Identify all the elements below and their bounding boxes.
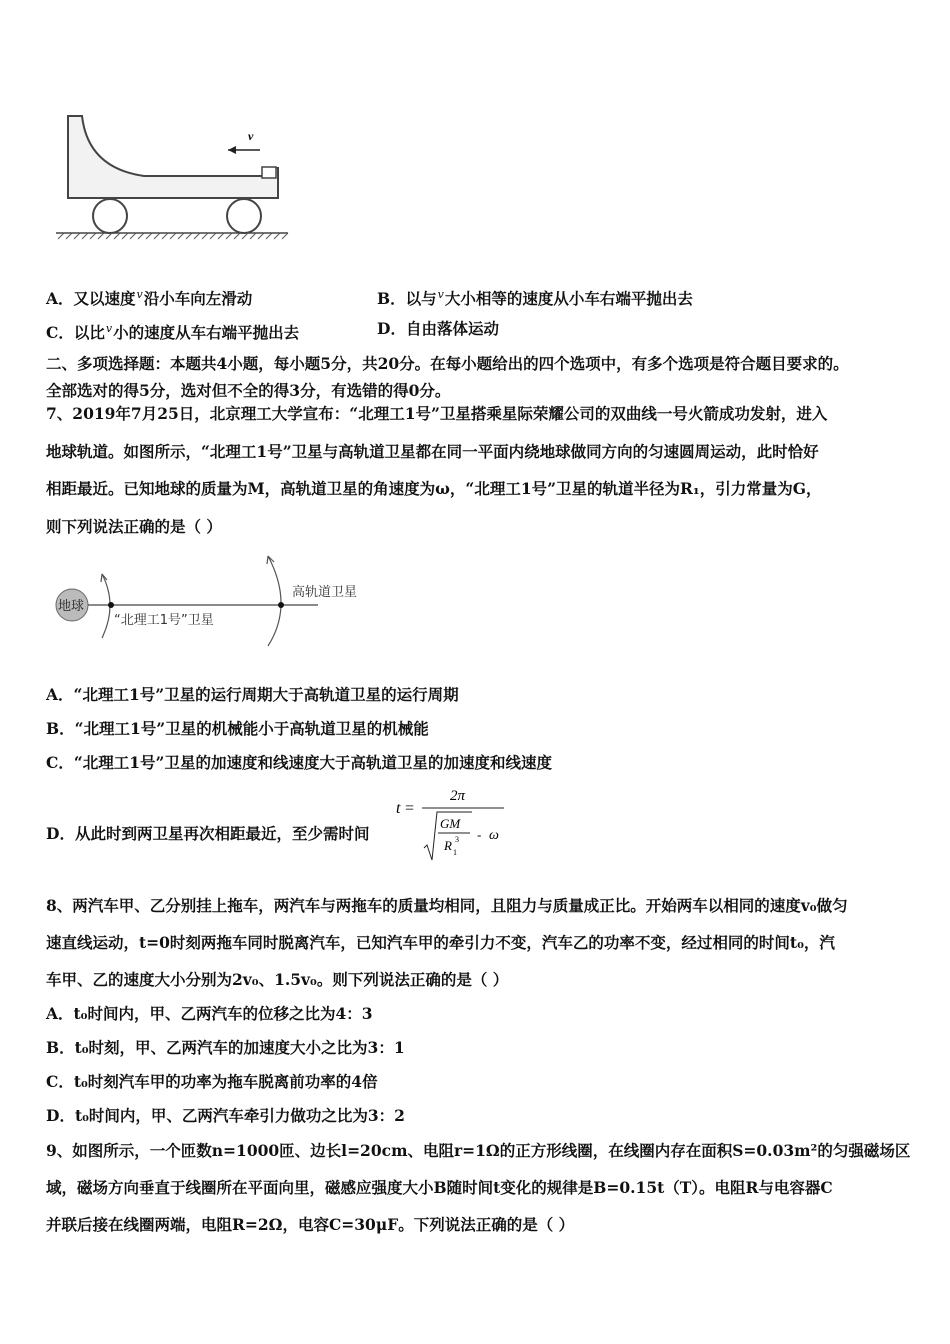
q8-line3: 车甲、乙的速度大小分别为2v₀、1.5v₀。则下列说法正确的是（ ） [46,970,509,989]
velocity-label: v [248,129,254,143]
q8-line2: 速直线运动，t=0时刻两拖车同时脱离汽车，已知汽车甲的牵引力不变，汽车乙的功率不变，经过相同的时间t₀，汽 [46,933,835,952]
formula-omega: ω [489,828,499,843]
q7-option-d: D．从此时到两卫星再次相距最近，至少需时间 [46,824,370,843]
section2-line1: 二、多项选择题：本题共4小题，每小题5分，共20分。在每小题给出的四个选项中，有多个选项是符合题目要求的。 [46,354,849,373]
ground-hatch [58,233,288,239]
q8-option-c: C．t₀时刻汽车甲的功率为拖车脱离前功率的4倍 [46,1072,378,1091]
satellite-1-label: “北理工1号”卫星 [114,613,214,628]
q7-line3: 相距最近。已知地球的质量为M，高轨道卫星的角速度为ω，“北理工1号”卫星的轨道半径为R₁，引力常量为G， [46,479,822,498]
satellite-2-dot [278,602,284,608]
formula-t: t [396,800,401,817]
q9-line1: 9、如图所示，一个匝数n=1000匝、边长l=20cm、电阻r=1Ω的正方形线圈，在线圈内存在面积S=0.03m²的匀强磁场区 [46,1141,911,1160]
formula-gm: GM [440,816,461,831]
q7-line1: 7、2019年7月25日，北京理工大学宣布：“北理工1号”卫星搭乘星际荣耀公司的双曲线一号火箭成功发射，进入 [46,404,828,423]
section2-line2: 全部选对的得5分，选对但不全的得3分，有选错的得0分。 [46,381,451,400]
satellite-2-label: 高轨道卫星 [292,585,358,600]
cart-figure [52,108,292,243]
q6-option-b: B．以与$^v$大小相等的速度从小车右端平抛出去 [377,288,693,309]
formula-numerator: 2π [450,788,466,804]
formula-r-sup: 3 [455,835,459,844]
high-orbit-arc [268,556,281,646]
cart-body [68,116,278,198]
earth-label: 地球 [58,599,85,614]
q8-option-b: B．t₀时刻，甲、乙两汽车的加速度大小之比为3：1 [46,1038,405,1057]
formula-r-sub: 1 [453,848,457,857]
wheel-left [93,199,127,233]
velocity-arrowhead [228,146,236,154]
formula-minus: - [477,827,482,842]
q9-line2: 域，磁场方向垂直于线圈所在平面向里，磁感应强度大小B随时间t变化的规律是B=0.15t（T）。电阻R与电容器C [46,1178,833,1197]
q6-option-c: C．以比$^v$小的速度从车右端平抛出去 [46,322,300,343]
q7-line2: 地球轨道。如图所示，“北理工1号”卫星与高轨道卫星都在同一平面内绕地球做同方向的匀速圆周运动，此时恰好 [46,442,819,461]
q7-line4: 则下列说法正确的是（ ） [46,517,222,536]
q6-option-a: A．又以速度$^v$沿小车向左滑动 [46,288,253,309]
q8-line1: 8、两汽车甲、乙分别挂上拖车，两汽车与两拖车的质量均相同，且阻力与质量成正比。开始两车以相同的速度v₀做匀 [46,896,848,915]
satellite-figure [50,552,390,648]
q9-line3: 并联后接在线圈两端，电阻R=2Ω，电容C=30μF。下列说法正确的是（ ） [46,1215,575,1234]
formula-eq: = [405,800,415,817]
satellite-1-dot [108,602,114,608]
q6-option-d: D．自由落体运动 [377,319,499,338]
wheel-right [227,199,261,233]
q7-option-c: C．“北理工1号”卫星的加速度和线速度大于高轨道卫星的加速度和线速度 [46,753,552,772]
block [262,167,276,178]
q7-option-a: A．“北理工1号”卫星的运行周期大于高轨道卫星的运行周期 [46,685,459,704]
formula-r: R [444,838,452,853]
q7-option-b: B．“北理工1号”卫星的机械能小于高轨道卫星的机械能 [46,719,429,738]
q8-option-d: D．t₀时间内，甲、乙两汽车牵引力做功之比为3：2 [46,1106,405,1125]
q8-option-a: A．t₀时间内，甲、乙两汽车的位移之比为4：3 [46,1004,373,1023]
time-formula [392,782,517,866]
